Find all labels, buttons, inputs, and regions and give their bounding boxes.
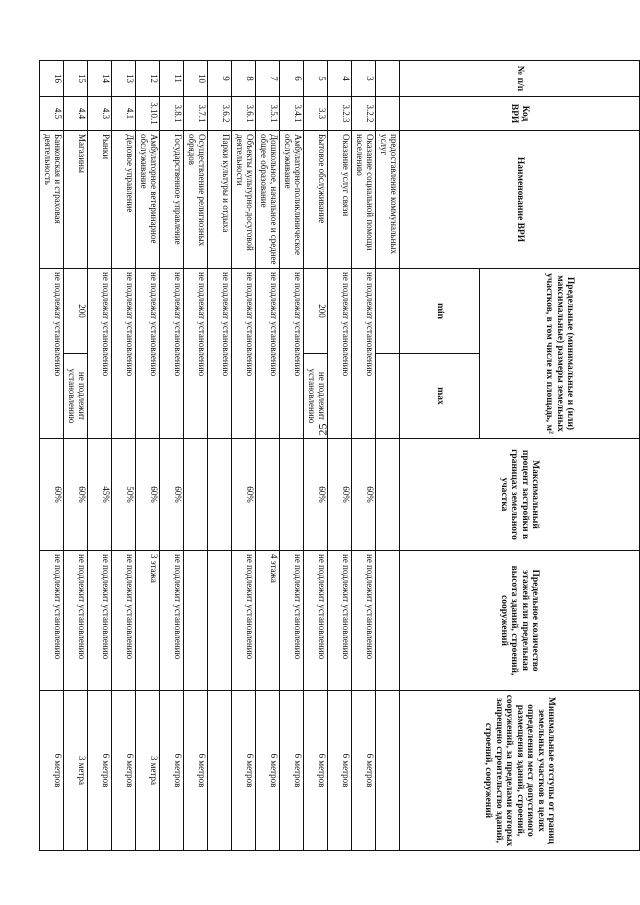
cell-name: Рынки bbox=[88, 131, 112, 269]
cell-code: 4.1 bbox=[112, 97, 136, 131]
cell-num: 11 bbox=[160, 61, 184, 97]
header-percent: Максимальный процент застройки в границах земельного участка bbox=[400, 439, 640, 551]
cell-num: 15 bbox=[64, 61, 88, 97]
cell-floors: не подлежит установлению bbox=[304, 551, 328, 691]
cell-area-min: не подлежат установлению bbox=[112, 269, 136, 439]
header-setback: Минимальные отступы от границ земельных участков в целях определения мест допустимого размещения зданий, строений, сооружений, за пределами которых запрещено строительство зданий, строений, сооружений bbox=[400, 691, 640, 851]
cell-percent: 60% bbox=[64, 439, 88, 551]
rotated-page bbox=[43, 60, 640, 850]
cell-setback: 3 метра bbox=[64, 691, 88, 851]
table-row bbox=[328, 61, 352, 851]
table-row bbox=[64, 61, 88, 851]
cell-name: Парки культуры и отдыха bbox=[208, 131, 232, 269]
cell-num: 7 bbox=[256, 61, 280, 97]
table-row bbox=[112, 61, 136, 851]
cell-percent: 60% bbox=[304, 439, 328, 551]
cell-floors: не подлежит установлению bbox=[328, 551, 352, 691]
table-row bbox=[136, 61, 160, 851]
page-number: 25 bbox=[315, 423, 330, 436]
cell-setback: 6 метров bbox=[160, 691, 184, 851]
cell-name: Амбулаторное ветеринарное обслуживание bbox=[136, 131, 160, 269]
cell-percent: 60% bbox=[328, 439, 352, 551]
cell-area-min: не подлежат установлению bbox=[88, 269, 112, 439]
cell-area-min: не подлежат установлению bbox=[184, 269, 208, 439]
cell-code: 3.7.1 bbox=[184, 97, 208, 131]
cell-name: Амбулаторно-поликлиническое обслуживание bbox=[280, 131, 304, 269]
cell-name: Оказание услуг связи bbox=[328, 131, 352, 269]
cell-code: 3.5.1 bbox=[256, 97, 280, 131]
cell-name: Объекты культурно-досуговой деятельности bbox=[232, 131, 256, 269]
cell-area-min: не подлежат установлению bbox=[256, 269, 280, 439]
cell-num: 9 bbox=[208, 61, 232, 97]
table-row bbox=[40, 61, 64, 851]
table-row bbox=[280, 61, 304, 851]
cell-area-min: не подлежат установлению bbox=[280, 269, 304, 439]
cell-num: 8 bbox=[232, 61, 256, 97]
cell-floors: не подлежит установлению bbox=[280, 551, 304, 691]
cell-area-max: не подлежит установлению bbox=[64, 354, 88, 439]
cell-num: 10 bbox=[184, 61, 208, 97]
table-row bbox=[304, 61, 328, 851]
cell-name: Бытовое обслуживание bbox=[304, 131, 328, 269]
cell-area-min: не подлежат установлению bbox=[328, 269, 352, 439]
table-row bbox=[232, 61, 256, 851]
cell-num: 4 bbox=[328, 61, 352, 97]
cell-num: 3 bbox=[352, 61, 376, 97]
table-row bbox=[208, 61, 232, 851]
cell-name: Дошкольное, начальное и среднее общее образование bbox=[256, 131, 280, 269]
cell-setback: 6 метров bbox=[112, 691, 136, 851]
cell-area-min: 200 bbox=[64, 269, 88, 354]
cell-setback: 6 метров bbox=[280, 691, 304, 851]
header-area-max: max bbox=[400, 354, 480, 439]
cell-num: 13 bbox=[112, 61, 136, 97]
cell-num: 5 bbox=[304, 61, 328, 97]
cell-floors: не подлежит установлению bbox=[232, 551, 256, 691]
cell-percent: 45% bbox=[88, 439, 112, 551]
cell-percent bbox=[184, 439, 208, 551]
cell-num: 14 bbox=[88, 61, 112, 97]
cell-percent: 60% bbox=[160, 439, 184, 551]
cell-setback: 6 метров bbox=[232, 691, 256, 851]
cell-name: Деловое управление bbox=[112, 131, 136, 269]
cell-area-min: не подлежат установлению bbox=[40, 269, 64, 439]
table-row bbox=[88, 61, 112, 851]
cell-floors: не подлежит установлению bbox=[64, 551, 88, 691]
cell-floors bbox=[184, 551, 208, 691]
cell-setback: 6 метров bbox=[88, 691, 112, 851]
cell-num: 16 bbox=[40, 61, 64, 97]
cell-code: 3.4.1 bbox=[280, 97, 304, 131]
cell-code: 3.2.2 bbox=[352, 97, 376, 131]
cell-area-min: 200 bbox=[304, 269, 328, 354]
cell-setback: 6 метров bbox=[328, 691, 352, 851]
cell-floors: 3 этажа bbox=[136, 551, 160, 691]
cell-floors: 4 этажа bbox=[256, 551, 280, 691]
cell-code: 4.5 bbox=[40, 97, 64, 131]
cell-code: 3.6.2 bbox=[208, 97, 232, 131]
cell-area-min: не подлежат установлению bbox=[136, 269, 160, 439]
cell-name: Оказание социальной помощи населению bbox=[352, 131, 376, 269]
cell-percent: 60% bbox=[232, 439, 256, 551]
table-row bbox=[184, 61, 208, 851]
cell-area-min: не подлежат установлению bbox=[352, 269, 376, 439]
cell-code: 4.3 bbox=[88, 97, 112, 131]
cell-setback: 3 метра bbox=[136, 691, 160, 851]
cell-code: 3.8.1 bbox=[160, 97, 184, 131]
cell-floors bbox=[208, 551, 232, 691]
header-num: № п/п bbox=[400, 61, 640, 97]
header-floors: Предельное количество этажей или предельная высота зданий, строений, сооружений bbox=[400, 551, 640, 691]
cell-floors: не подлежит установлению bbox=[40, 551, 64, 691]
cell-code: 3.3 bbox=[304, 97, 328, 131]
cell-area-min: не подлежат установлению bbox=[160, 269, 184, 439]
cell-floors: не подлежит установлению bbox=[88, 551, 112, 691]
cell-code: 3.6.1 bbox=[232, 97, 256, 131]
cell-name: Осуществление религиозных обрядов bbox=[184, 131, 208, 269]
cell-setback: 6 метров bbox=[256, 691, 280, 851]
continuation-text: предоставление коммунальных услуг bbox=[376, 131, 400, 269]
header-area: Предельные (минимальные и (или) максимальные) размеры земельных участков, в том числе их площадь, м² bbox=[480, 269, 640, 439]
table-row bbox=[256, 61, 280, 851]
cell-num: 6 bbox=[280, 61, 304, 97]
cell-setback: 6 метров bbox=[40, 691, 64, 851]
cell-setback: 6 метров bbox=[184, 691, 208, 851]
cell-percent bbox=[280, 439, 304, 551]
cell-percent bbox=[208, 439, 232, 551]
cell-code: 3.2.3 bbox=[328, 97, 352, 131]
cell-name: Государственное управление bbox=[160, 131, 184, 269]
cell-percent: 60% bbox=[40, 439, 64, 551]
cell-area-max: не подлежит установлению bbox=[304, 354, 328, 439]
header-code: Код ВРИ bbox=[400, 97, 640, 131]
table-row bbox=[160, 61, 184, 851]
cell-percent bbox=[256, 439, 280, 551]
header-area-min: min bbox=[400, 269, 480, 354]
cell-area-min: не подлежат установлению bbox=[208, 269, 232, 439]
cell-percent: 50% bbox=[112, 439, 136, 551]
cell-floors: не подлежит установлению bbox=[160, 551, 184, 691]
cell-name: Банковская и страховая деятельность bbox=[40, 131, 64, 269]
cell-percent: 60% bbox=[136, 439, 160, 551]
cell-floors: не подлежит установлению bbox=[352, 551, 376, 691]
cell-percent: 60% bbox=[352, 439, 376, 551]
vri-table bbox=[39, 60, 640, 851]
table-row bbox=[352, 61, 376, 851]
cell-name: Магазины bbox=[64, 131, 88, 269]
header-name: Наименование ВРИ bbox=[400, 131, 640, 269]
cell-code: 4.4 bbox=[64, 97, 88, 131]
cell-floors: не подлежит установлению bbox=[112, 551, 136, 691]
cell-code: 3.10.1 bbox=[136, 97, 160, 131]
cell-setback: 6 метров bbox=[352, 691, 376, 851]
cell-setback bbox=[208, 691, 232, 851]
cell-setback: 6 метров bbox=[304, 691, 328, 851]
cell-area-min: не подлежат установлению bbox=[232, 269, 256, 439]
table-row-continuation bbox=[376, 61, 400, 851]
cell-num: 12 bbox=[136, 61, 160, 97]
